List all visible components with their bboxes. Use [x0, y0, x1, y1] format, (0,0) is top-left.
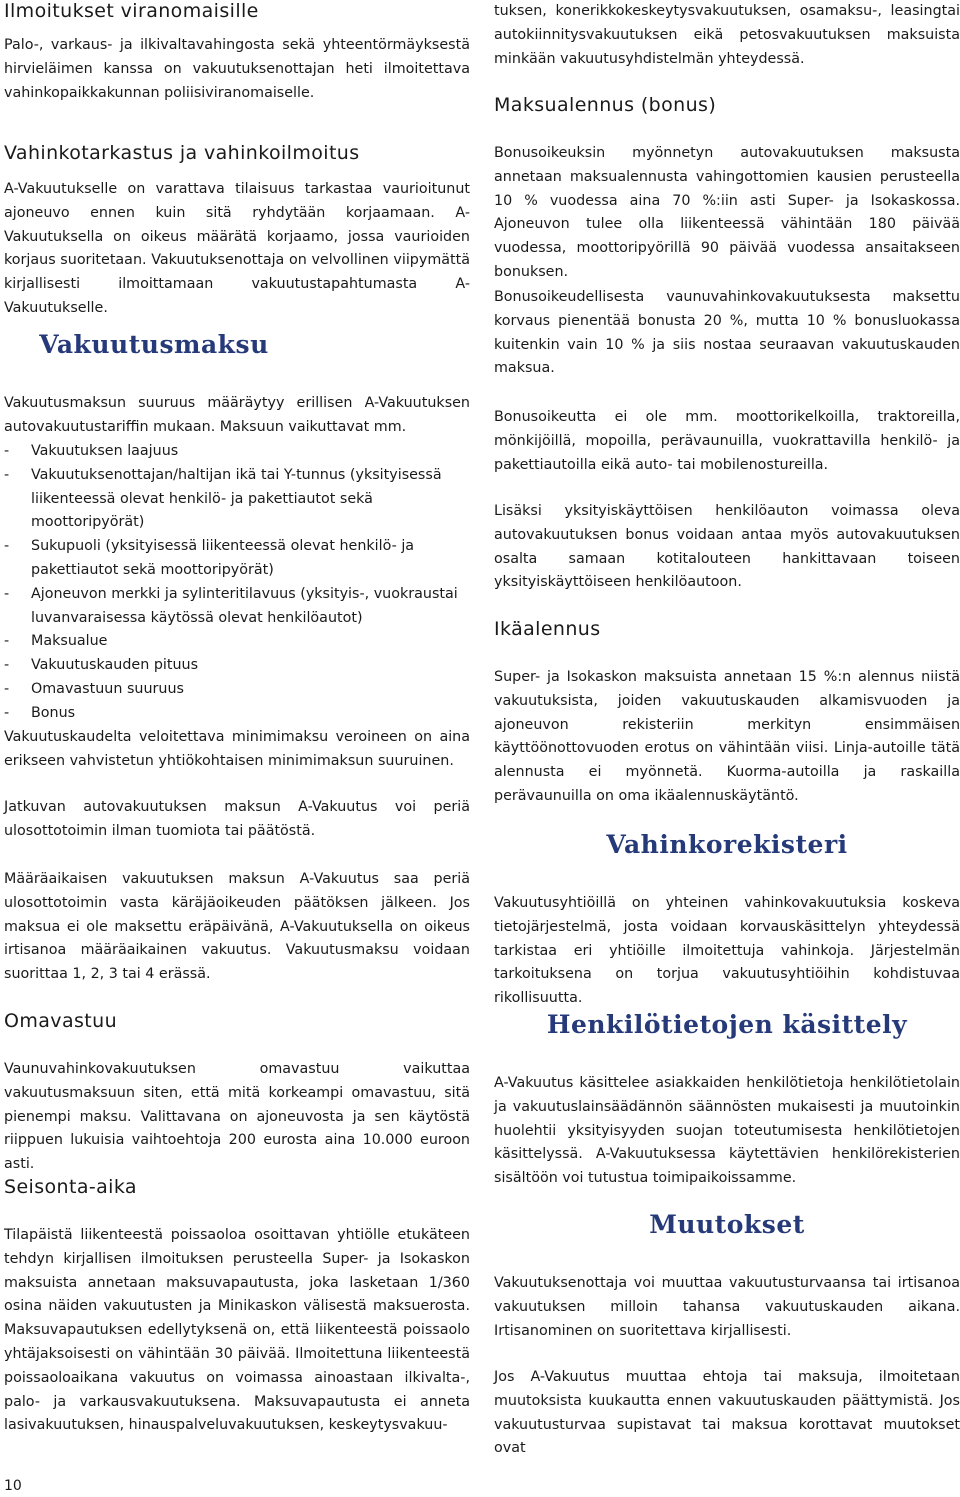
paragraph-seisonta-aika: Tilapäistä liikenteestä poissaoloa osoittavan yhtiölle etukäteen tehdyn kirjallisen ilmoituksen perusteella Super- ja Isokaskon maksuista annetaan maksuvapautusta, joka lasketaan 1/360 osina näiden vakuutusten ja Minikaskon välisestä maksuerosta. Maksuvapautuksen edellytyksenä on, että liikenteestä poissaolo yhtäjaksoisesti on vähintään 30 päivää. Ilmoitettuna liikenteestä poissaoloaikana vakuutus on voimassa ainoastaan ilkivalta-, palo- ja varkausvakuutuksena. Maksuvapautusta ei anneta lasivakuutuksen, hinauspalveluvakuutuksen, keskeytysvakuu- — [4, 1227, 470, 1434]
heading-henkilotietojen-kasittely: Henkilötietojen käsittely — [546, 1010, 908, 1039]
heading-muutokset: Muutokset — [649, 1210, 805, 1239]
paragraph-bonus-1: Bonusoikeuksin myönnetyn autovakuutuksen maksusta annetaan maksualennusta vahingottomien kausien perusteella 10 % vuodessa aina 70 %:iin asti Super- ja Isokaskossa. Ajoneuvon tulee olla liikenteessä vähintään 180 päivää vuodessa, moottoripyörillä 90 päivää vuodessa ansaitakseen bonuksen. — [494, 145, 960, 280]
paragraph-muutokset-2: Jos A-Vakuutus muuttaa ehtoja tai maksuja, ilmoitetaan muutoksista kuukautta ennen vakuutuskauden päättymistä. Jos vakuutusturvaa supistavat tai maksua korottavat muutokset ovat — [494, 1369, 960, 1457]
paragraph-bonus-3: Bonusoikeutta ei ole mm. moottorikelkoilla, traktoreilla, mönkijöillä, mopoilla, perävaunuilla, vuokrattavilla henkilö- ja pakettiautoilla eikä auto- tai mobilenostureilla. — [494, 409, 960, 473]
paragraph-bonus-2: Bonusoikeudellisesta vaunuvahinkovakuutuksesta maksettu korvaus pienentää bonusta 20 %, mutta 10 % bonusluokassa kuitenkin vain 10 % ja siis nostaa seuraavan vakuutuskauden maksua. — [494, 289, 960, 377]
heading-omavastuu: Omavastuu — [4, 1010, 118, 1032]
heading-ilmoitukset: Ilmoitukset viranomaisille — [4, 0, 259, 22]
heading-maksualennus: Maksualennus (bonus) — [494, 94, 717, 116]
paragraph-vahinkorekisteri: Vakuutusyhtiöillä on yhteinen vahinkovakuutuksia koskeva tietojärjestelmä, josta voidaan korvauskäsittelyn yhteydessä tarkistaa eri yhtiöille ilmoitettuja vahinkoja. Järjestelmän tarkoituksena on torjua vakuutusyhtiöihin kohdistuvaa rikollisuutta. — [494, 895, 960, 1007]
page-number: 10 — [4, 1478, 22, 1494]
paragraph-ikaalennus: Super- ja Isokaskon maksuista annetaan 15 %:n alennus niistä vakuutuksista, joiden vakuutuskauden alkamisvuoden ja ajoneuvon rekisteriin merkityn ensimmäisen käyttöönottovuoden erotus on vähintään viisi. Linja-autoille tätä alennusta ei myönnetä. Kuorma-autoilla ja raskailla perävaunuilla on oma ikäalennuskäytäntö. — [494, 669, 960, 804]
list-item: - Bonus — [4, 702, 470, 726]
list-item: - Sukupuoli (yksityisessä liikenteessä olevat henkilö- ja pakettiautot sekä moottoripyörät) — [4, 535, 470, 583]
heading-vahinkotarkastus: Vahinkotarkastus ja vahinkoilmoitus — [4, 142, 360, 164]
paragraph-omavastuu: Vaunuvahinkovakuutuksen omavastuu vaikuttaa vakuutusmaksuun siten, että mitä korkeampi omavastuu, sitä pienempi maksu. Valittavana on ajoneuvosta ja sen käytöstä riippuen lukuisia vaihtoehtoja 200 eurosta aina 10.000 euroon asti. — [4, 1061, 470, 1173]
paragraph-vahinkotarkastus: A-Vakuutukselle on varattava tilaisuus tarkastaa vaurioitunut ajoneuvo ennen kuin sitä ryhdytään korjaamaan. A-Vakuutuksella on oikeus määrätä korjaamo, jossa vaurioiden korjaus suoritetaan. Vakuutuksenottaja on velvollinen viipymättä kirjallisesti ilmoittamaan vakuutustapahtumasta A-Vakuutukselle. — [4, 181, 470, 316]
list-item: - Vakuutuksenottajan/haltijan ikä tai Y-tunnus (yksityisessä liikenteessä olevat henkilö- ja pakettiautot sekä moottoripyörät) — [4, 464, 470, 535]
list-item: - Ajoneuvon merkki ja sylinteritilavuus (yksityis-, vuokraustai luvanvaraisessa käytössä olevat henkilöautot) — [4, 583, 470, 631]
paragraph-ilmoitukset: Palo-, varkaus- ja ilkivaltavahingosta sekä yhteentörmäyksestä hirvieläimen kanssa on vakuutuksenottajan heti ilmoitettava vahinkopaikkakunnan poliisiviranomaiselle. — [4, 37, 470, 101]
paragraph-maaraaikainen: Määräaikaisen vakuutuksen maksun A-Vakuutus saa periä ulosottotoimin vasta käräjäoikeuden päätöksen jälkeen. Jos maksua ei ole maksettu eräpäivänä, A-Vakuutuksella on oikeus irtisanoa määräaikainen vakuutus. Vakuutusmaksu voidaan suorittaa 1, 2, 3 tai 4 erässä. — [4, 871, 470, 983]
heading-seisonta-aika: Seisonta-aika — [4, 1176, 137, 1198]
paragraph-henkilotiedot: A-Vakuutus käsittelee asiakkaiden henkilötietoja henkilötietolain ja vakuutuslainsäädännön säännösten mukaisesti ja muutoinkin huolehtii yksityisyyden suojan toteutumisesta henkilötietojen käsittelyssä. A-Vakuutuksessa käytettävien henkilörekisterien sisältöön voi tutustua toimipaikoissamme. — [494, 1075, 960, 1187]
heading-vakuutusmaksu: Vakuutusmaksu — [39, 330, 269, 359]
list-item: - Omavastuun suuruus — [4, 678, 470, 702]
paragraph-minimimaksu: Vakuutuskaudelta veloitettava minimimaksu veroineen on aina erikseen vahvistetun yhtiökohtaisen minimimaksun suuruinen. — [4, 729, 470, 769]
heading-ikaalennus: Ikäalennus — [494, 618, 601, 640]
paragraph-muutokset-1: Vakuutuksenottaja voi muuttaa vakuutusturvaansa tai irtisanoa vakuutuksen milloin tahansa vakuutuskauden aikana. Irtisanominen on suoritettava kirjallisesti. — [494, 1275, 960, 1339]
factor-list — [4, 440, 470, 726]
heading-vahinkorekisteri: Vahinkorekisteri — [606, 830, 848, 859]
paragraph-jatkuva: Jatkuvan autovakuutuksen maksun A-Vakuutus voi periä ulosottotoimin ilman tuomiota tai päätöstä. — [4, 799, 470, 839]
paragraph-vakuutusmaksu-intro: Vakuutusmaksun suuruus määräytyy erillisen A-Vakuutuksen autovakuutustariffin mukaan. Maksuun vaikuttavat mm. — [4, 395, 470, 435]
paragraph-bonus-4: Lisäksi yksityiskäyttöisen henkilöauton voimassa oleva autovakuutuksen bonus voidaan antaa myös autovakuutuksen osalta samaan kotitalouteen hankittavaan toiseen yksityiskäyttöiseen henkilöautoon. — [494, 503, 960, 591]
list-item: - Maksualue — [4, 630, 470, 654]
paragraph-continued: tuksen, konerikkokeskeytysvakuutuksen, osamaksu-, leasingtai autokiinnitysvakuutuksen eikä petosvakuutuksen maksuista minkään vakuutusyhdistelmän yhteydessä. — [494, 3, 960, 67]
list-item: - Vakuutuskauden pituus — [4, 654, 470, 678]
list-item: - Vakuutuksen laajuus — [4, 440, 470, 464]
